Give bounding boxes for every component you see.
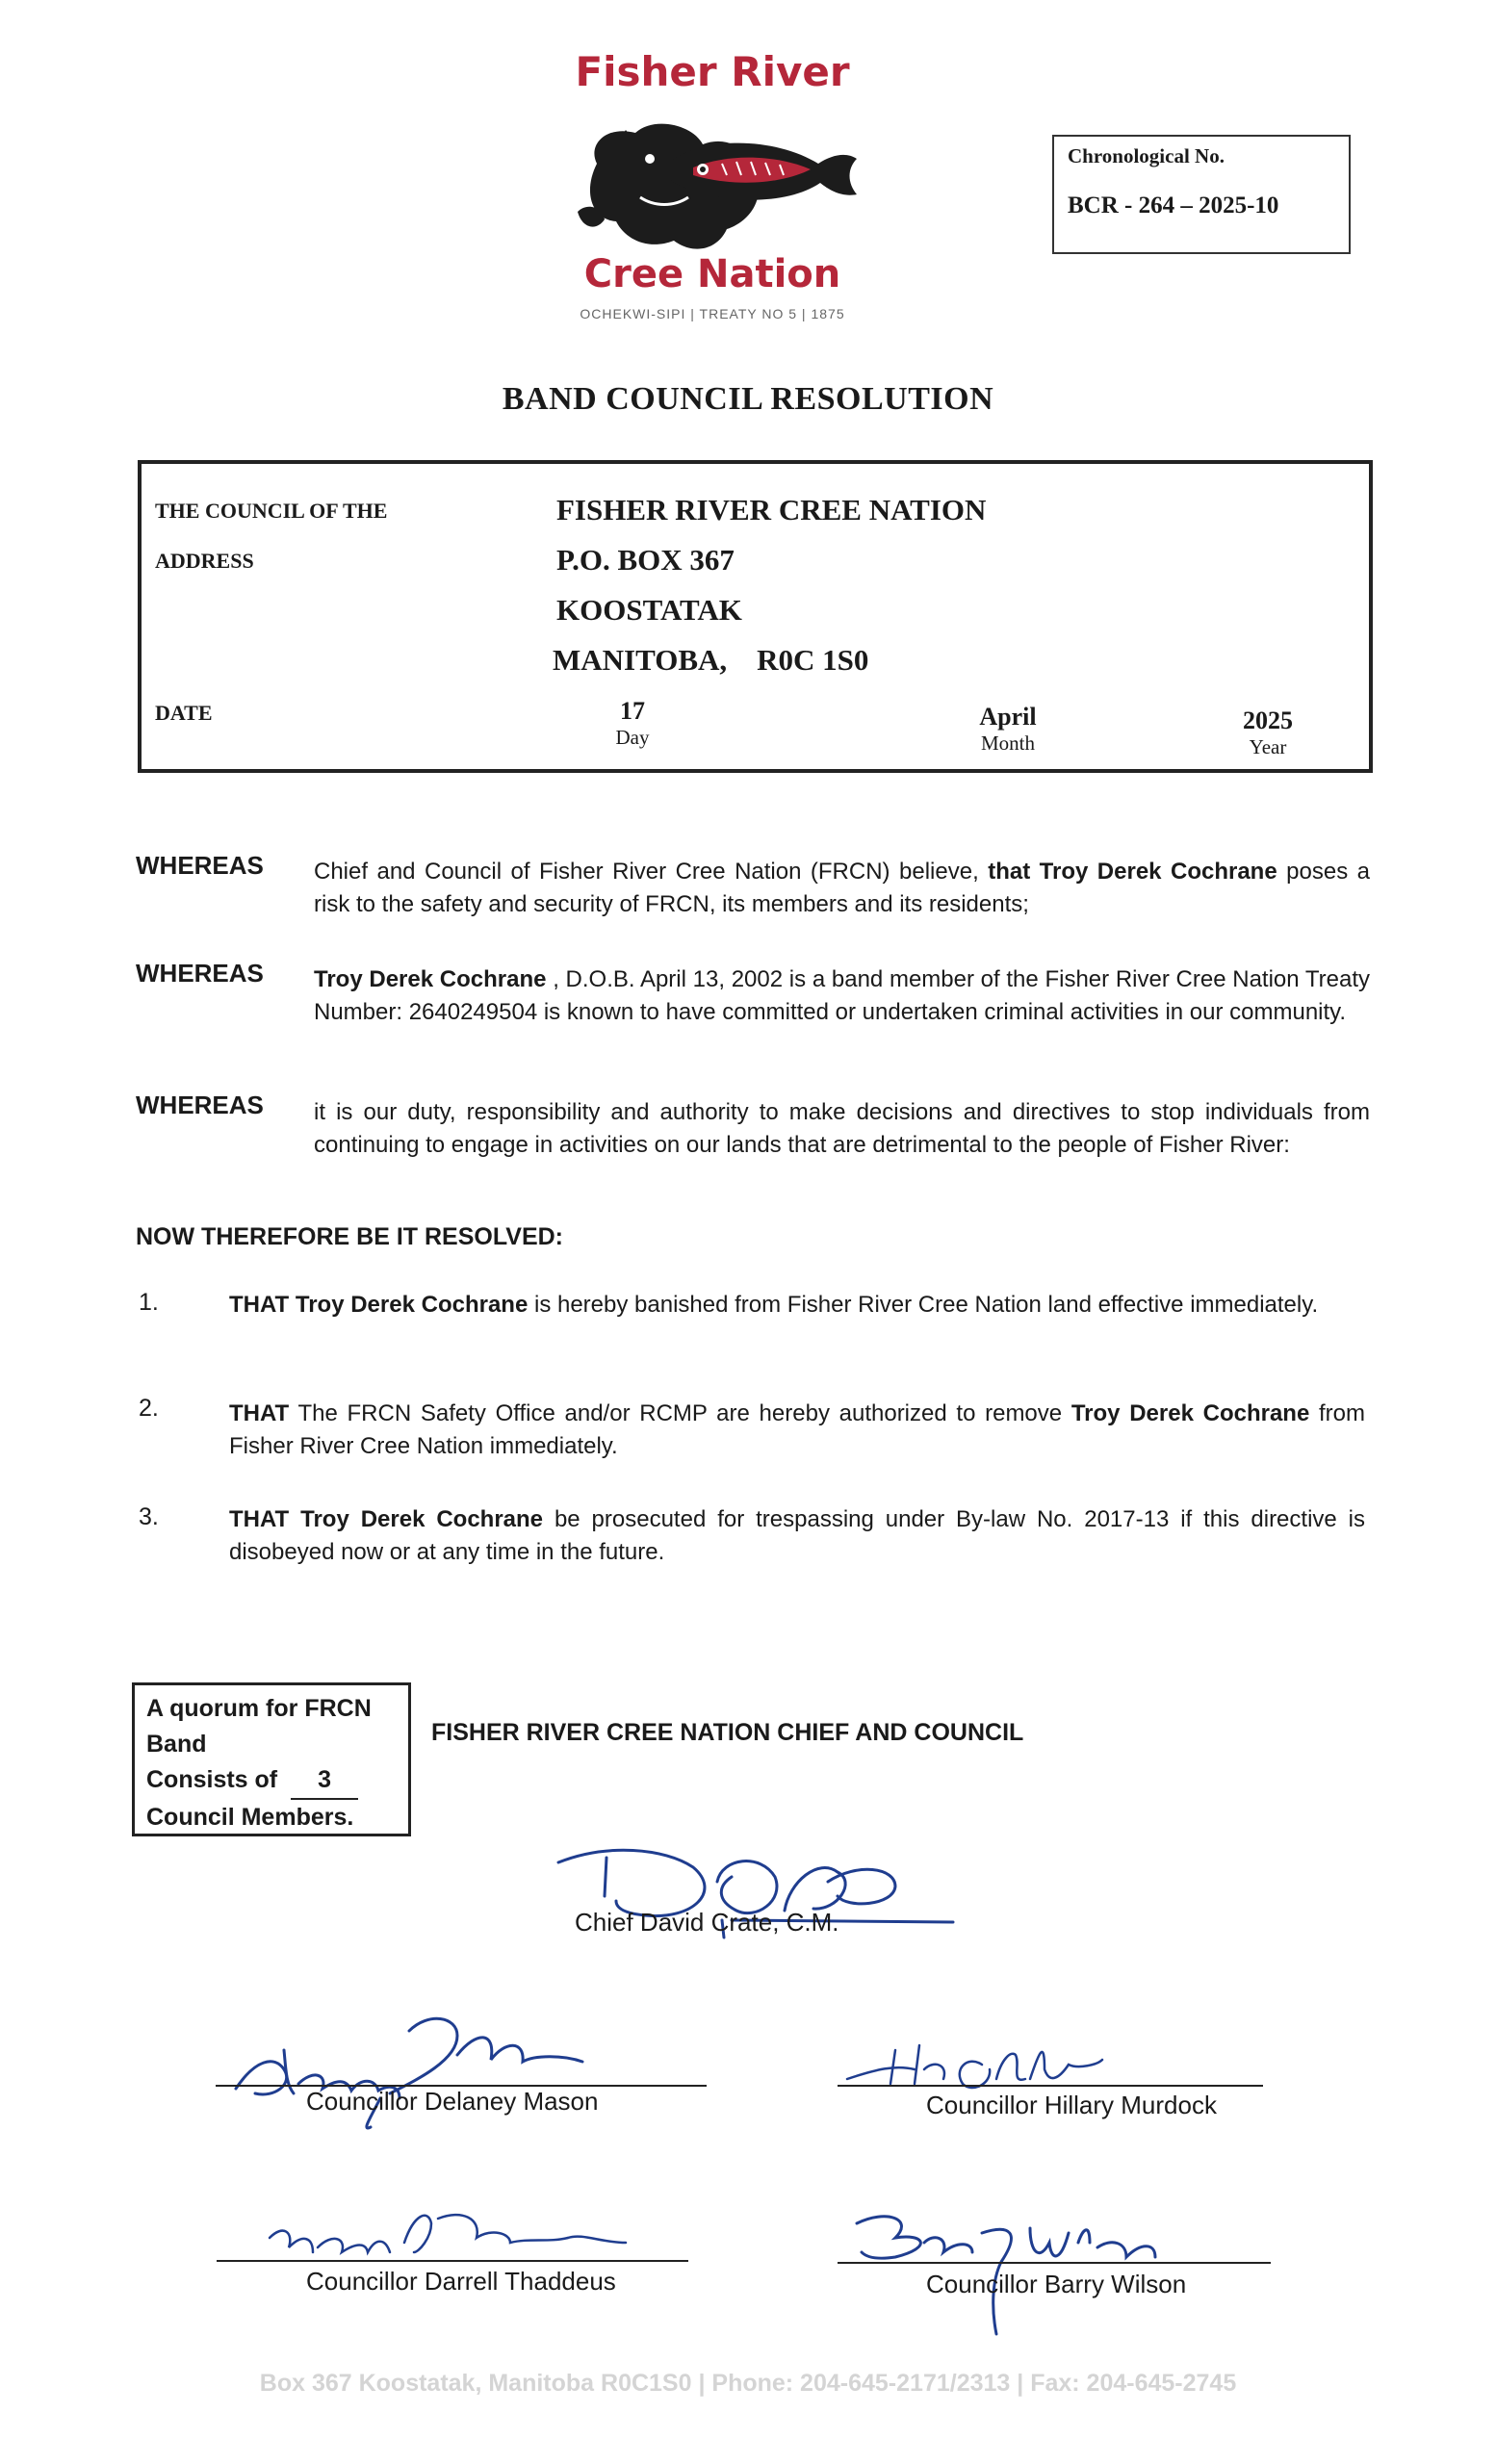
date-month-value: April bbox=[979, 703, 1037, 731]
date-month-caption: Month bbox=[980, 732, 1035, 755]
date-year bbox=[1220, 706, 1316, 759]
date-day-caption: Day bbox=[615, 726, 650, 749]
councillor-name: Councillor Barry Wilson bbox=[926, 2270, 1187, 2298]
address-label: ADDRESS bbox=[155, 549, 254, 573]
signatures-heading: FISHER RIVER CREE NATION CHIEF AND COUNCIL bbox=[431, 1719, 1024, 1746]
chronological-label: Chronological No. bbox=[1068, 144, 1225, 167]
whereas-label: WHEREAS bbox=[136, 959, 264, 988]
logo-subtitle: OCHEKWI-SIPI | TREATY NO 5 | 1875 bbox=[580, 306, 845, 321]
resolved-heading: NOW THEREFORE BE IT RESOLVED: bbox=[136, 1223, 563, 1250]
councillor-name: Councillor Hillary Murdock bbox=[926, 2091, 1217, 2119]
signature-line bbox=[838, 2085, 1263, 2087]
whereas-label: WHEREAS bbox=[136, 1091, 264, 1119]
quorum-box bbox=[132, 1682, 411, 1836]
logo-bottom-text: Cree Nation bbox=[583, 252, 841, 296]
signature-line bbox=[838, 2262, 1271, 2264]
chronological-number-box bbox=[1052, 135, 1351, 254]
resolution-header-box bbox=[138, 460, 1373, 773]
councillor-name: Councillor Delaney Mason bbox=[306, 2087, 599, 2116]
document-title: BAND COUNCIL RESOLUTION bbox=[502, 381, 994, 417]
resolution-number: 3. bbox=[139, 1503, 159, 1530]
quorum-line: Council Members. bbox=[146, 1804, 354, 1831]
whereas-clause-3: it is our duty, responsibility and authority to make decisions and directives to stop individuals from continuing to engage in activities on our lands that are detrimental to the people of Fisher River: bbox=[314, 1099, 1370, 1158]
quorum-line: Band bbox=[146, 1731, 207, 1758]
bear-fish-emblem-icon bbox=[558, 106, 866, 260]
whereas-clause-1: Chief and Council of Fisher River Cree Nation (FRCN) believe, that Troy Derek Cochrane poses a risk to the safety and security of FRCN, its members and its residents; bbox=[314, 859, 1371, 917]
quorum-line: A quorum for FRCN bbox=[146, 1695, 372, 1722]
fisher-river-logo bbox=[539, 48, 886, 337]
address-line: P.O. BOX 367 bbox=[556, 543, 735, 577]
councillor-delaney-mason-signature-icon bbox=[217, 2002, 669, 2137]
resolution-item-2: THAT The FRCN Safety Office and/or RCMP are hereby authorized to remove Troy Derek Cochrane from Fisher River Cree Nation immediately. bbox=[229, 1400, 1366, 1459]
council-value: FISHER RIVER CREE NATION bbox=[556, 493, 987, 526]
date-day bbox=[584, 697, 681, 750]
date-year-caption: Year bbox=[1249, 735, 1287, 758]
resolution-item-3: THAT Troy Derek Cochrane be prosecuted for trespassing under By-law No. 2017-13 if this directive is disobeyed now or at any time in the future. bbox=[229, 1506, 1365, 1565]
chief-name: Chief David Crate, C.M. bbox=[575, 1908, 839, 1937]
quorum-count: 3 bbox=[291, 1762, 358, 1800]
address-line: KOOSTATAK bbox=[556, 593, 742, 627]
date-day-value: 17 bbox=[620, 697, 645, 725]
chronological-value: BCR - 264 – 2025-10 bbox=[1068, 192, 1279, 218]
quorum-line: Consists of 3 bbox=[146, 1762, 397, 1800]
resolution-number: 1. bbox=[139, 1289, 159, 1316]
council-label: THE COUNCIL OF THE bbox=[155, 499, 388, 523]
whereas-label: WHEREAS bbox=[136, 851, 264, 880]
resolution-item-1: THAT Troy Derek Cochrane is hereby banished from Fisher River Cree Nation land effective immediately. bbox=[229, 1292, 1319, 1318]
resolution-number: 2. bbox=[139, 1395, 159, 1422]
date-year-value: 2025 bbox=[1243, 706, 1293, 734]
date-month bbox=[950, 703, 1066, 756]
councillor-darrell-thaddeus-signature-icon bbox=[260, 2199, 645, 2267]
whereas-clause-2: Troy Derek Cochrane , D.O.B. April 13, 2002 is a band member of the Fisher River Cree Nation Treaty Number: 2640249504 is known to have committed or undertaken criminal activities in our community. bbox=[314, 966, 1371, 1025]
address-line: MANITOBA, R0C 1S0 bbox=[553, 643, 869, 677]
footer-contact: Box 367 Koostatak, Manitoba R0C1S0 | Phone: 204-645-2171/2313 | Fax: 204-645-2745 bbox=[259, 2370, 1237, 2397]
signature-line bbox=[217, 2260, 688, 2262]
date-label: DATE bbox=[155, 701, 213, 725]
councillor-name: Councillor Darrell Thaddeus bbox=[306, 2267, 616, 2296]
logo-top-text: Fisher River bbox=[575, 48, 850, 95]
